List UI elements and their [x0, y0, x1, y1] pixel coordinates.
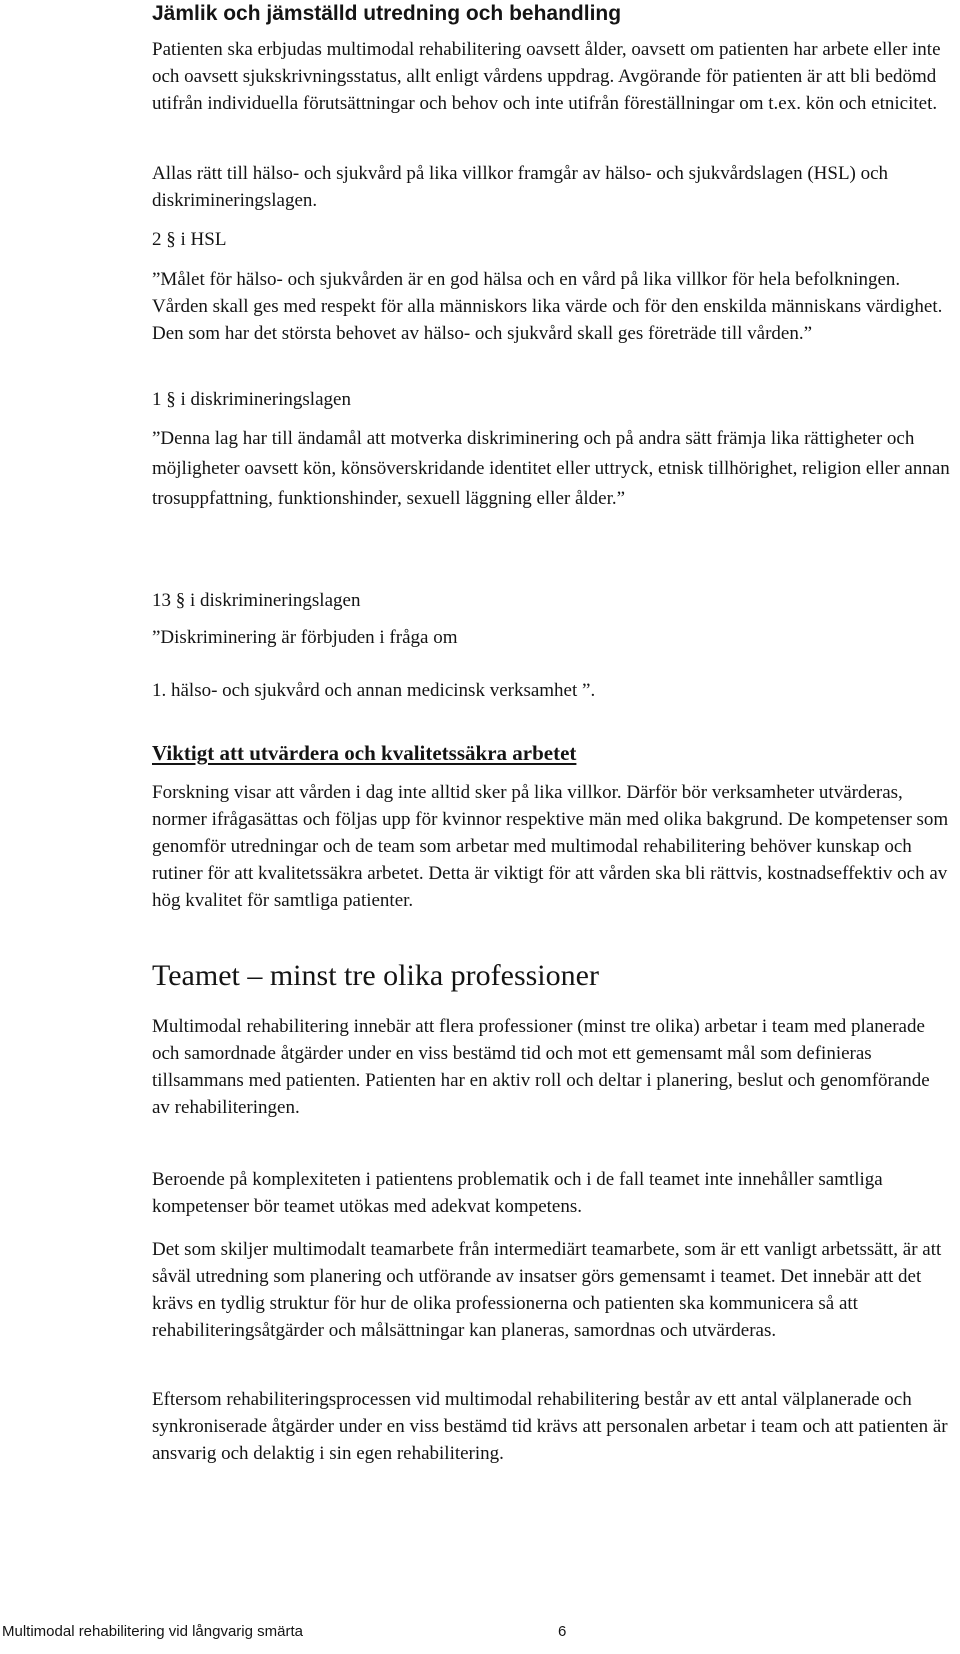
paragraph-multimodal: Multimodal rehabilitering innebär att flera professioner (minst tre olika) arbetar i team med planerade och samordnade åtgärder under en viss bestämd tid och mot ett gemensamt mål som definieras tillsammans med patienten. Patienten har en aktiv roll och deltar i planering, beslut och genomförande av rehabiliteringen.	[152, 1016, 930, 1118]
quote-discrimination-act-1: ”Denna lag har till ändamål att motverka diskriminering och på andra sätt främja lika rättigheter och möjligheter oavsett kön, könsöverskridande identitet eller uttryck, etnisk tillhörighet, religion eller annan trosuppfattning, funktionshinder, sexuell läggning eller ålder.”	[152, 428, 950, 509]
reference-discrimination-act-1: 1 § i diskrimineringslagen	[152, 389, 351, 410]
paragraph-research: Forskning visar att vården i dag inte alltid sker på lika villkor. Därför bör verksamheter utvärderas, normer ifrågasättas och följas upp för kvinnor respektive män med olika bakgrund. De kompetenser som genomför utredningar och de team som arbetar med multimodal rehabilitering behöver kunskap och rutiner för att kvalitetssäkra arbetet. Detta är viktigt för att vården ska bli rättvis, kostnadseffektiv och av hög kvalitet för samtliga patienter.	[152, 782, 949, 911]
page-number: 6	[558, 1623, 567, 1640]
paragraph-complexity: Beroende på komplexiteten i patientens problematik och i de fall teamet inte innehåller samtliga kompetenser bör teamet utökas med adekvat kompetens.	[152, 1169, 883, 1217]
paragraph-legal-basis: Allas rätt till hälso- och sjukvård på lika villkor framgår av hälso- och sjukvårdslagen (HSL) och diskrimineringslagen.	[152, 163, 889, 211]
page-footer	[2, 1623, 952, 1647]
reference-hsl: 2 § i HSL	[152, 229, 227, 250]
paragraph-equal-access: Patienten ska erbjudas multimodal rehabilitering oavsett ålder, oavsett om patienten har arbete eller inte och oavsett sjukskrivningsstatus, allt enligt vårdens uppdrag. Avgörande för patienten är att bli bedömd utifrån individuella förutsättningar och behov och inte utifrån föreställningar om t.ex. kön och etnicitet.	[152, 39, 941, 114]
section-heading-equality: Jämlik och jämställd utredning och behandling	[152, 2, 622, 25]
reference-discrimination-act-13: 13 § i diskrimineringslagen	[152, 590, 361, 611]
section-heading-team: Teamet – minst tre olika professioner	[152, 959, 599, 992]
paragraph-teamwork: Det som skiljer multimodalt teamarbete från intermediärt teamarbete, som är ett vanligt arbetssätt, är att såväl utredning som planering och utförande av insatser görs gemensamt i teamet. Det innebär att det krävs en tydlig struktur för hur de olika professionerna och patienten ska kommunicera så att rehabiliteringsåtgärder och målsättningar kan planeras, samordnas och utvärderas.	[152, 1239, 942, 1341]
section-heading-evaluate: Viktigt att utvärdera och kvalitetssäkra arbetet	[152, 741, 577, 765]
quote-discrimination-act-13: ”Diskriminering är förbjuden i fråga om	[152, 627, 458, 648]
footer-title: Multimodal rehabilitering vid långvarig smärta	[2, 1623, 303, 1640]
quote-hsl: ”Målet för hälso- och sjukvården är en god hälsa och en vård på lika villkor för hela befolkningen. Vården skall ges med respekt för alla människors lika värde och för den enskilda människans värdighet. Den som har det största behovet av hälso- och sjukvård skall ges företräde till vården.”	[152, 269, 943, 344]
paragraph-process: Eftersom rehabiliteringsprocessen vid multimodal rehabilitering består av ett antal välplanerade och synkroniserade åtgärder under en viss bestämd tid krävs att personalen arbetar i team och att patienten är ansvarig och delaktig i sin egen rehabilitering.	[152, 1389, 948, 1464]
list-item-healthcare: 1. hälso- och sjukvård och annan medicinsk verksamhet ”.	[152, 680, 596, 701]
